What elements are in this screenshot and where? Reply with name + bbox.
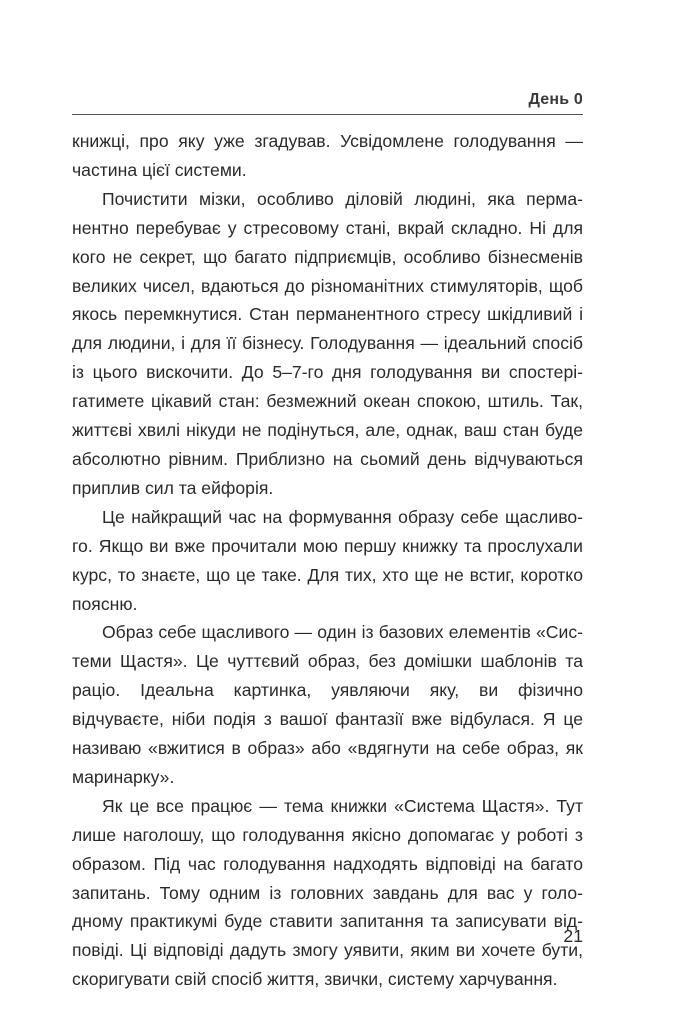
paragraph-continuation: книжці, про яку уже згадував. Усвідомлене голодування — частина цієї системи. [72,131,583,180]
body-text [72,127,583,994]
running-head-title: День 0 [528,91,583,108]
paragraph: Почистити мізки, особливо діловій людині, яка перманентно перебуває у стресовому стані, вкрай складно. Ні для кого не секрет, що багато підприємців, особливо бізнесменів великих чисел, вдаються до різноманітних стимуляторів, щоб якось перемкнутися. Стан перманентного стресу шкідливий і для людини, і для її бізнесу. Голодування — ідеальний спосіб із цього вискочити. До 5–7-го дня голодування ви спостерігатимете цікавий стан: безмежний океан спокою, штиль. Так, життєві хвилі нікуди не подінуться, але, однак, ваш стан буде абсолютно рівним. Приблизно на сьомий день відчуваються приплив сил та ейфорія. [72,188,583,498]
header-rule [72,114,583,115]
paragraph: Це найкращий час на формування образу себе щасливого. Якщо ви вже прочитали мою першу книжку та прослухали курс, то знаєте, що це таке. Для тих, хто ще не встиг, коротко поясню. [72,506,583,614]
page-number: 21 [563,926,583,946]
paragraph: Як це все працює — тема книжки «Система Щастя». Тут лише наголошу, що голодування якісно допомагає у роботі з образом. Під час голодування надходять відповіді на багато запитань. Тому одним із головних завдань для вас у голодному практикумі буде ставити запитання та записувати відповіді. Ці відповіді дадуть змогу уявити, яким ви хочете бути, скоригувати свій спосіб життя, звички, систему харчування. [72,795,583,990]
paragraph: Образ себе щасливого — один із базових елементів «Системи Щастя». Це чуттєвий образ, без домішки шаблонів та раціо. Ідеальна картинка, уявляючи яку, ви фізично відчуваєте, ніби подія з вашої фантазії вже відбулася. Я це називаю «вжитися в образ» або «вдягнути на себе образ, як маринарку». [72,622,583,787]
